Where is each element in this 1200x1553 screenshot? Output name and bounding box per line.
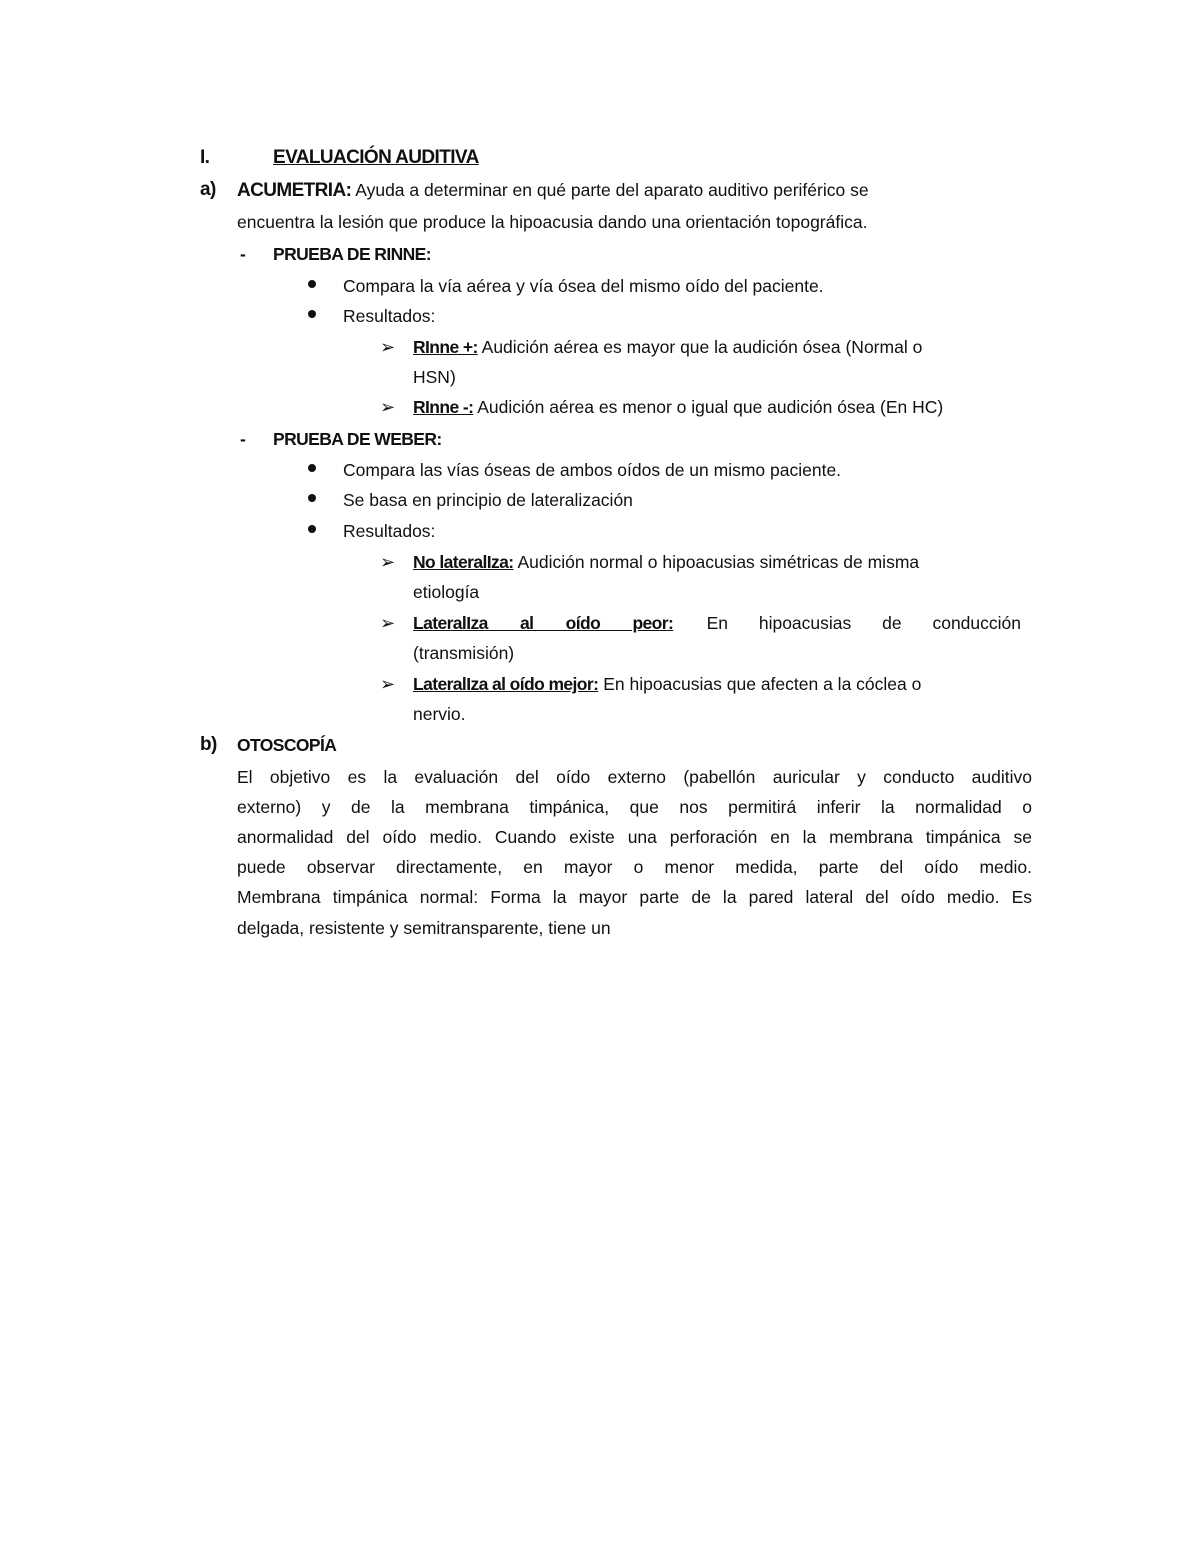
result-term: LateralIza al oído mejor: [413,674,599,694]
rinne-result-positive [413,336,922,358]
acumetria-text: Ayuda a determinar en qué parte del aparato auditivo periférico se [355,180,869,200]
acumetria-line-1 [237,179,869,201]
result-text: En hipoacusias de conducción [706,613,1021,633]
result-text: Audición aérea es mayor que la audición ósea (Normal o [481,337,923,357]
otoscopia-line: anormalidad del oído medio. Cuando existe una perforación en la membrana timpánica se [237,827,1032,847]
weber-bullet-3: Resultados: [343,521,436,541]
result-text: En hipoacusias que afecten a la cóclea o [603,674,922,694]
bullet-icon [308,464,316,472]
item-b-label: b) [200,734,217,755]
weber-result-1 [413,551,919,573]
arrow-bullet-icon: ➢ [380,397,396,417]
rinne-result-positive-cont: HSN) [413,367,456,387]
weber-result-2 [413,612,1021,634]
result-term: No lateralIza: [413,552,514,572]
section-title: EVALUACIÓN AUDITIVA [273,147,479,168]
rinne-dash: - [240,244,246,264]
otoscopia-line: Membrana timpánica normal: Forma la mayor parte de la pared lateral del oído medio. Es [237,887,1032,907]
weber-title: PRUEBA DE WEBER: [273,429,442,449]
result-term: RInne -: [413,397,474,417]
bullet-icon [308,525,316,533]
weber-result-2-cont: (transmisión) [413,643,515,663]
otoscopia-line: El objetivo es la evaluación del oído externo (pabellón auricular y conducto auditivo [237,767,1032,787]
weber-result-3-cont: nervio. [413,704,466,724]
acumetria-line-2: encuentra la lesión que produce la hipoacusia dando una orientación topográfica. [237,212,868,232]
acumetria-term: ACUMETRIA: [237,180,352,201]
rinne-title: PRUEBA DE RINNE: [273,244,431,264]
arrow-bullet-icon: ➢ [380,552,396,572]
result-term: LateralIza al oído peor: [413,613,674,633]
rinne-result-negative [413,396,943,418]
weber-result-3 [413,673,921,695]
item-a-label: a) [200,179,216,200]
rinne-bullet-2: Resultados: [343,306,436,326]
result-text: Audición normal o hipoacusias simétricas de misma [517,552,920,572]
arrow-bullet-icon: ➢ [380,674,396,694]
result-text: Audición aérea es menor o igual que audición ósea (En HC) [477,397,944,417]
weber-dash: - [240,429,246,449]
result-term: RInne +: [413,337,478,357]
otoscopia-line: puede observar directamente, en mayor o menor medida, parte del oído medio. [237,857,1032,877]
bullet-icon [308,280,316,288]
bullet-icon [308,310,316,318]
rinne-bullet-1: Compara la vía aérea y vía ósea del mismo oído del paciente. [343,276,824,296]
weber-bullet-1: Compara las vías óseas de ambos oídos de un mismo paciente. [343,460,842,480]
section-number: I. [200,147,210,168]
arrow-bullet-icon: ➢ [380,337,396,357]
otoscopia-title: OTOSCOPÍA [237,735,337,755]
bullet-icon [308,494,316,502]
otoscopia-line: externo) y de la membrana timpánica, que nos permitirá inferir la normalidad o [237,797,1032,817]
weber-bullet-2: Se basa en principio de lateralización [343,490,633,510]
arrow-bullet-icon: ➢ [380,613,396,633]
weber-result-1-cont: etiología [413,582,480,602]
otoscopia-line: delgada, resistente y semitransparente, tiene un [237,918,611,938]
